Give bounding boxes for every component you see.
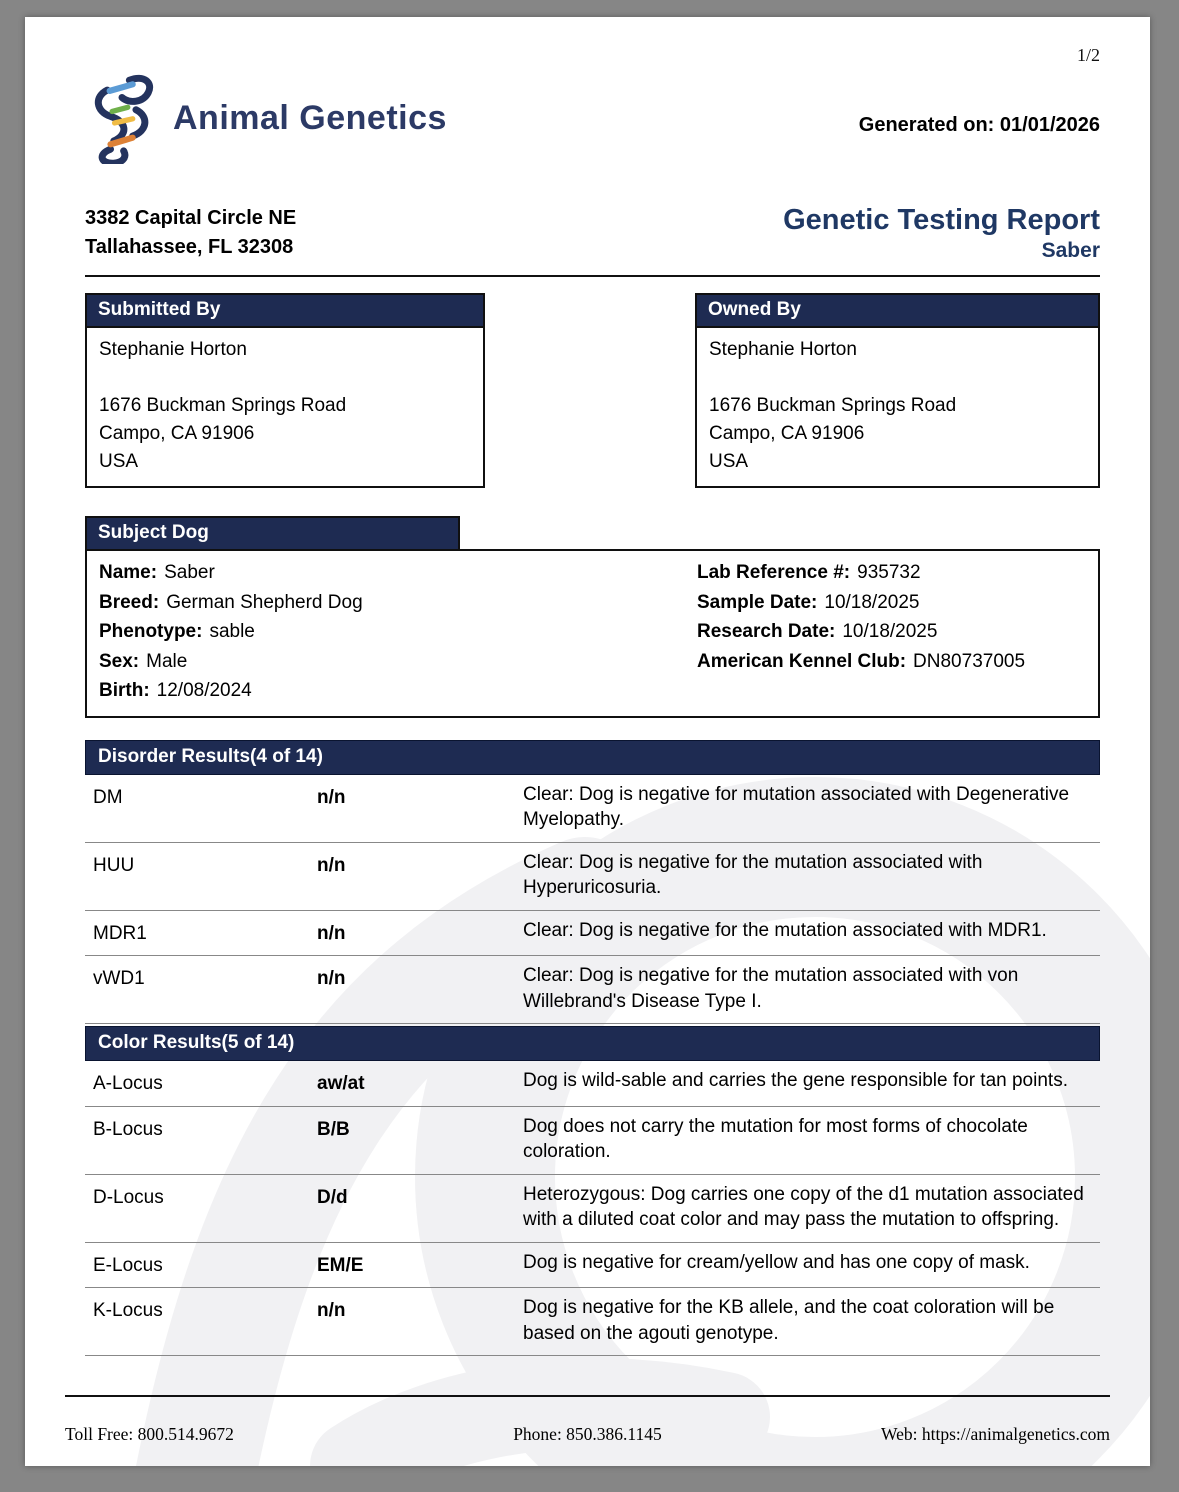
brand-name: Animal Genetics [173,98,447,137]
locus-result: B/B [317,1118,350,1140]
locus-description: Dog is negative for cream/yellow and has one copy of mask. [523,1251,1030,1273]
owned-by-address3: USA [709,451,749,472]
footer-phone: Phone: 850.386.1145 [513,1424,662,1444]
test-description: Clear: Dog is negative for the mutation associated with von Willebrand's Disease Type I. [523,965,1019,1012]
owned-by-header: Owned By [695,293,1100,326]
header-row [85,72,1100,164]
disorder-results-header: Disorder Results(4 of 14) [85,740,1100,775]
blank-line [709,364,1086,392]
field-lab-reference: Lab Reference #: 935732 [697,562,921,583]
table-row [85,1061,1100,1107]
field-research-date: Research Date: 10/18/2025 [697,621,938,642]
company-address-line1: 3382 Capital Circle NE [85,207,297,229]
report-title-block [783,204,1100,263]
test-result: n/n [317,786,346,808]
footer-toll-free: Toll Free: 800.514.9672 [65,1424,234,1444]
company-address [85,204,296,263]
locus-name: K-Locus [93,1300,163,1321]
field-name: Name: Saber [99,562,215,583]
locus-name: A-Locus [93,1073,163,1094]
page-footer [65,1395,1110,1445]
submitted-by-name: Stephanie Horton [99,339,247,360]
subject-dog-body [85,549,1100,718]
locus-result: EM/E [317,1254,364,1276]
locus-description: Dog is negative for the KB allele, and the coat coloration will be based on the agouti genotype. [523,1297,1055,1344]
locus-result: aw/at [317,1073,365,1094]
locus-result: D/d [317,1186,348,1208]
field-phenotype: Phenotype: sable [99,621,255,642]
table-row [85,775,1100,843]
test-result: n/n [317,968,346,989]
page-content [25,17,1150,1356]
test-description: Clear: Dog is negative for mutation associated with Degenerative Myelopathy. [523,783,1070,830]
footer-divider [65,1395,1110,1397]
locus-result: n/n [317,1300,346,1321]
test-description: Clear: Dog is negative for the mutation associated with Hyperuricosuria. [523,851,983,898]
locus-description: Dog is wild-sable and carries the gene responsible for tan points. [523,1070,1068,1091]
owned-by-box [695,293,1100,488]
brand-logo [85,72,447,164]
test-name: HUU [93,854,135,876]
owned-by-address1: 1676 Buckman Springs Road [709,395,957,416]
owned-by-address2: Campo, CA 91906 [709,423,865,444]
field-akc-number: American Kennel Club: DN80737005 [697,650,1026,672]
test-result: n/n [317,922,346,944]
dna-helix-icon [85,72,159,164]
field-breed: Breed: German Shepherd Dog [99,591,363,613]
submitted-by-address2: Campo, CA 91906 [99,423,255,444]
submitted-by-box [85,293,485,488]
field-sex: Sex: Male [99,650,188,672]
locus-description: Dog does not carry the mutation for most forms of chocolate coloration. [523,1115,1028,1162]
report-page [25,17,1150,1466]
owned-by-body [695,326,1100,488]
submitted-by-header: Submitted By [85,293,485,326]
address-title-row [85,204,1100,263]
test-name: MDR1 [93,922,147,944]
color-results-table [85,1061,1100,1356]
submitted-by-body [85,326,485,488]
subject-dog-right-column [697,558,1086,706]
field-birth: Birth: 12/08/2024 [99,680,252,701]
footer-web: Web: https://animalgenetics.com [881,1424,1110,1444]
table-row [85,1243,1100,1289]
locus-description: Heterozygous: Dog carries one copy of the d1 mutation associated with a diluted coat color and may pass the mutation to offspring. [523,1183,1084,1230]
table-row [85,1107,1100,1175]
submitted-by-address3: USA [99,451,139,472]
submitted-by-address1: 1676 Buckman Springs Road [99,395,347,416]
subject-dog-section [85,516,1100,718]
field-sample-date: Sample Date: 10/18/2025 [697,591,920,613]
disorder-results-table [85,775,1100,1025]
test-name: vWD1 [93,968,145,989]
color-results-header: Color Results(5 of 14) [85,1026,1100,1061]
locus-name: E-Locus [93,1254,163,1276]
locus-name: B-Locus [93,1118,163,1140]
test-result: n/n [317,854,346,876]
report-title: Genetic Testing Report [783,204,1100,236]
table-row [85,956,1100,1024]
blank-line [99,364,471,392]
table-row [85,843,1100,911]
page-number: 1/2 [1076,45,1100,65]
generated-on-label: Generated on: 01/01/2026 [858,114,1100,136]
footer-contact-row [65,1424,1110,1445]
report-subtitle: Saber [1041,239,1100,262]
locus-name: D-Locus [93,1186,164,1208]
company-address-line2: Tallahassee, FL 32308 [85,236,294,258]
table-row [85,1175,1100,1243]
header-divider [85,275,1100,277]
test-name: DM [93,786,123,808]
party-boxes [85,293,1100,488]
subject-dog-left-column [99,558,697,706]
owned-by-name: Stephanie Horton [709,339,857,360]
test-description: Clear: Dog is negative for the mutation associated with MDR1. [523,919,1047,941]
table-row [85,911,1100,957]
subject-dog-header: Subject Dog [85,516,460,549]
table-row [85,1288,1100,1356]
